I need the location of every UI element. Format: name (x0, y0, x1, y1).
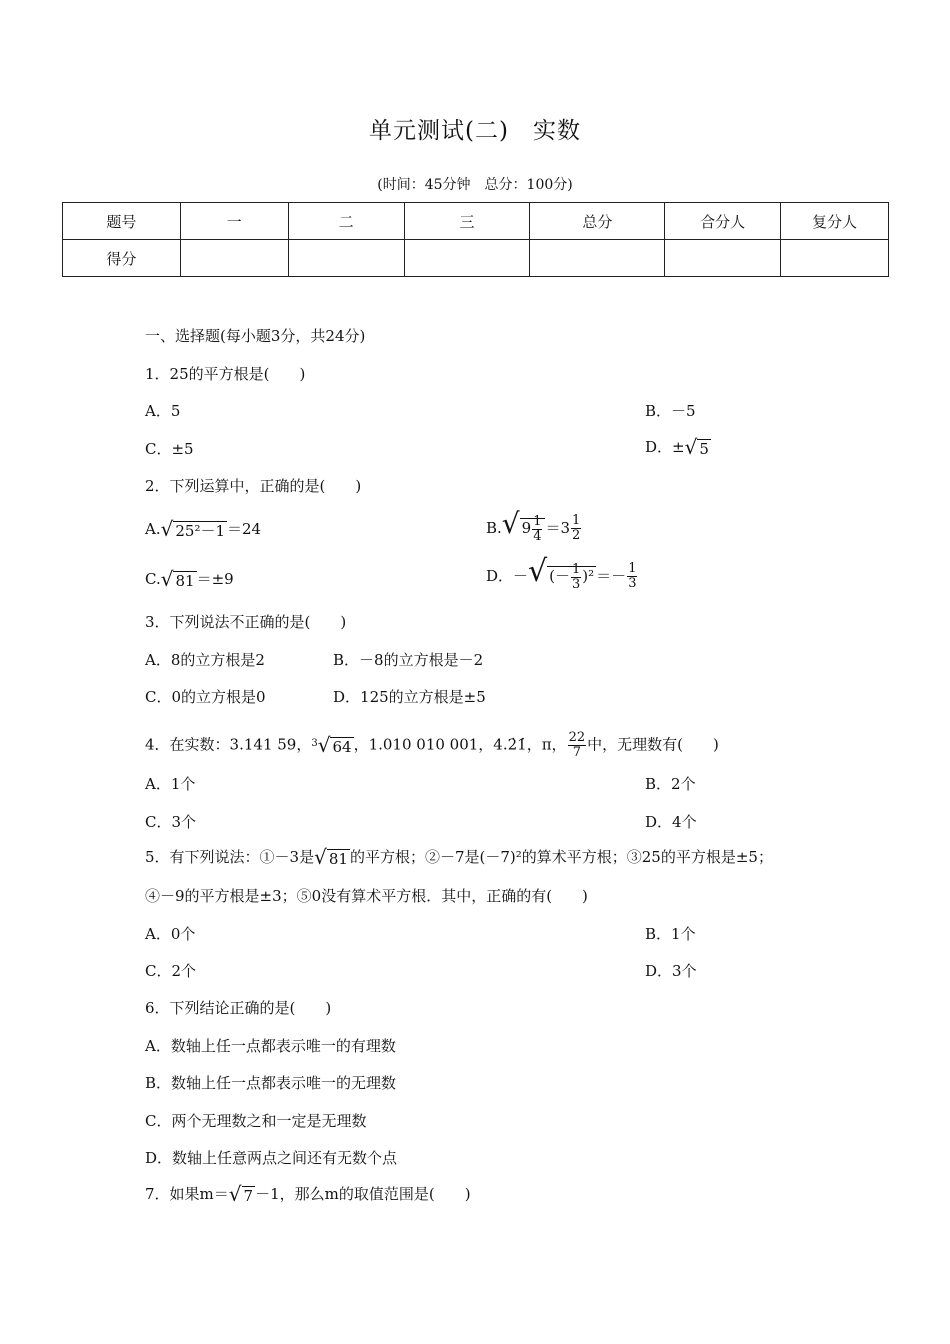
page-title: 单元测试(二) 实数 (369, 118, 581, 144)
q5-option-a: A．0个 (145, 925, 196, 943)
score-header-cell: 一 (180, 203, 288, 240)
q2-option-c: C.√ 81 ＝±9 (145, 567, 234, 591)
q5-option-c: C．2个 (145, 962, 197, 980)
q4-option-c: C．3个 (145, 813, 197, 831)
exam-info: (时间：45分钟 总分：100分) (377, 177, 573, 193)
question-5-stem-line2: ④－9的平方根是±3；⑤0没有算术平方根．其中，正确的有( ) (145, 887, 588, 905)
q1-option-b: B．－5 (645, 402, 696, 420)
score-header-cell: 总分 (530, 203, 665, 240)
score-cell (180, 240, 288, 277)
score-header-cell: 合分人 (665, 203, 781, 240)
radicand: 5 (699, 440, 709, 458)
q2-option-d: D．－√ (－ $\frac{1}{3}$ )² ＝－ $\frac{1}{3}$ (486, 554, 637, 592)
score-row-label: 得分 (63, 240, 181, 277)
q3-option-c: C．0的立方根是0 (145, 688, 266, 706)
question-1-stem: 1．25的平方根是( ) (145, 365, 306, 383)
q6-option-c: C．两个无理数之和一定是无理数 (145, 1112, 367, 1130)
section-heading: 一、选择题(每小题3分，共24分) (145, 327, 366, 345)
score-table (62, 202, 889, 277)
question-7-stem: 7．如果m＝√ 7 －1，那么m的取值范围是( ) (145, 1182, 471, 1206)
score-table-header-row (63, 203, 889, 240)
q2-option-b: B.√ 9 $\frac{1}{4}$ ＝3 $\frac{1}{2}$ (486, 507, 581, 544)
q5-option-b: B．1个 (645, 925, 696, 943)
q2-option-a: A.√ 25²－1 ＝24 (145, 517, 262, 541)
question-5-stem-line1: 5．有下列说法：①－3是√ 81 的平方根；②－7是(－7)²的算术平方根；③25的平方根是±5； (145, 845, 773, 869)
score-cell (530, 240, 665, 277)
q4-option-b: B．2个 (645, 775, 696, 793)
q1-option-a: A．5 (145, 402, 181, 420)
q3-option-d: D．125的立方根是±5 (333, 688, 486, 706)
score-header-cell: 二 (288, 203, 404, 240)
score-header-cell: 三 (404, 203, 530, 240)
score-header-cell: 复分人 (781, 203, 889, 240)
question-6-stem: 6．下列结论正确的是( ) (145, 999, 332, 1017)
q6-option-b: B．数轴上任一点都表示唯一的无理数 (145, 1074, 397, 1092)
score-cell (665, 240, 781, 277)
q1-option-d: D．±√ 5 (645, 435, 709, 459)
q1-option-c: C．±5 (145, 440, 194, 458)
q3-option-b: B．－8的立方根是－2 (333, 651, 484, 669)
question-2-stem: 2．下列运算中，正确的是( ) (145, 477, 362, 495)
score-cell (781, 240, 889, 277)
q6-option-a: A．数轴上任一点都表示唯一的有理数 (145, 1037, 396, 1055)
q4-option-a: A．1个 (145, 775, 196, 793)
score-header-cell: 题号 (63, 203, 181, 240)
q6-option-d: D．数轴上任意两点之间还有无数个点 (145, 1149, 398, 1167)
score-table-row (63, 240, 889, 277)
q5-option-d: D．3个 (645, 962, 697, 980)
question-4-stem: 4．在实数：3.141 59，$^3$√ 64 ，1.010 010 001，4.2̇1̇，π， $\frac{22}{7}$ 中，无理数有( ) (145, 730, 719, 760)
q4-option-d: D．4个 (645, 813, 697, 831)
score-cell (288, 240, 404, 277)
q3-option-a: A．8的立方根是2 (145, 651, 265, 669)
question-3-stem: 3．下列说法不正确的是( ) (145, 613, 347, 631)
score-cell (404, 240, 530, 277)
